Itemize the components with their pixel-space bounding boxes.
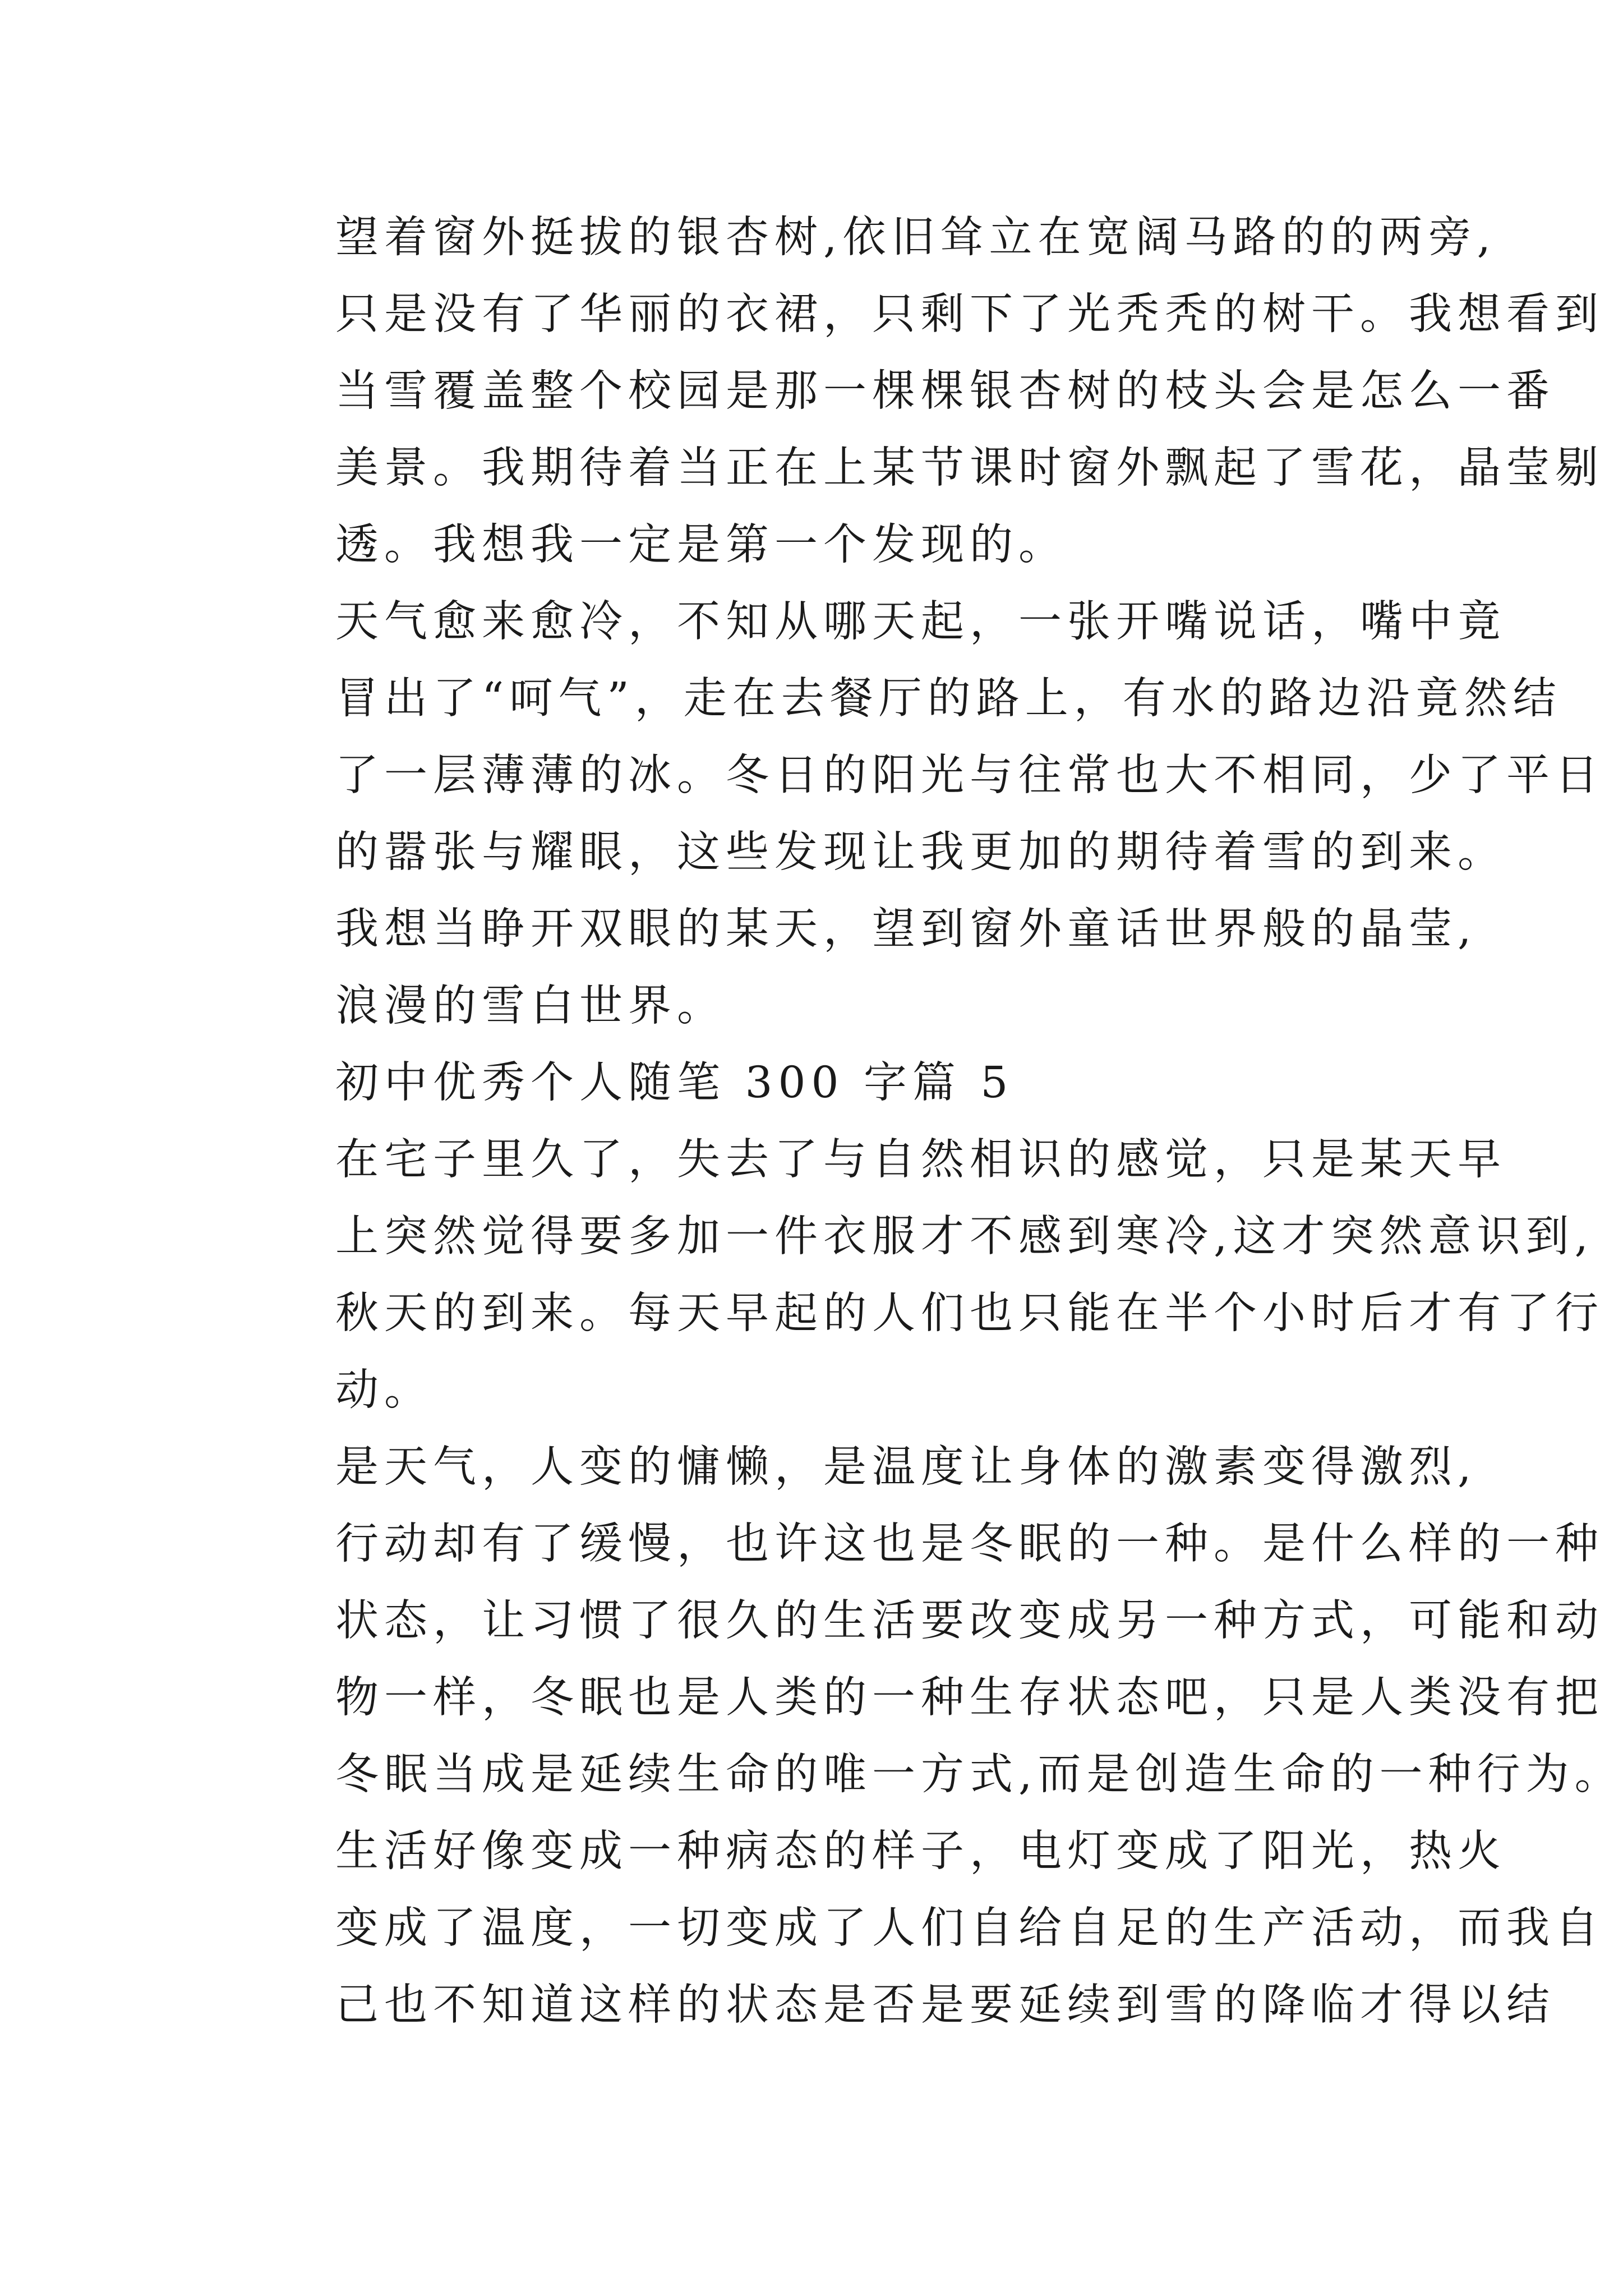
- text-line: 在宅子里久了，失去了与自然相识的感觉，只是某天早: [335, 1135, 1506, 1185]
- paragraph: [248, 1429, 1623, 1813]
- text-line: 是天气，人变的慵懒，是温度让身体的激素变得激烈,: [335, 1442, 1477, 1492]
- text-line: 的嚣张与耀眼，这些发现让我更加的期待着雪的到来。: [335, 827, 1506, 877]
- paragraph: [248, 891, 1477, 1045]
- text-line: 状态，让习惯了很久的生活要改变成另一种方式，可能和动: [335, 1596, 1604, 1646]
- text-line: 变成了温度，一切变成了人们自给自足的生产活动，而我自: [335, 1903, 1604, 1953]
- text-line: 美景。我期待着当正在上某节课时窗外飘起了雪花，晶莹剔: [335, 443, 1604, 493]
- text-line: 当雪覆盖整个校园是那一棵棵银杏树的枝头会是怎么一番: [335, 366, 1555, 416]
- text-line: 冒出了“呵气”，走在去餐厅的路上，有水的路边沿竟然结: [335, 674, 1562, 724]
- text-line: 冬眠当成是延续生命的唯一方式,而是创造生命的一种行为。: [335, 1750, 1623, 1800]
- paragraph: [248, 1813, 1604, 2044]
- document-body: [248, 199, 1623, 2044]
- text-line: 动。: [335, 1365, 433, 1415]
- text-line: 初中优秀个人随笔 300 字篇 5: [335, 1058, 1014, 1108]
- text-line: 透。我想我一定是第一个发现的。: [335, 520, 1067, 570]
- text-line: 天气愈来愈冷，不知从哪天起，一张开嘴说话，嘴中竟: [335, 597, 1506, 647]
- text-line: 浪漫的雪白世界。: [335, 981, 726, 1031]
- text-line: 望着窗外挺拔的银杏树,依旧耸立在宽阔马路的的两旁,: [335, 213, 1496, 263]
- text-line: 了一层薄薄的冰。冬日的阳光与往常也大不相同，少了平日: [335, 751, 1604, 800]
- text-line: 物一样，冬眠也是人类的一种生存状态吧，只是人类没有把: [335, 1673, 1604, 1723]
- paragraph: [248, 199, 1604, 583]
- paragraph: [248, 583, 1604, 891]
- paragraph: [248, 1121, 1604, 1429]
- section-heading: [248, 1045, 1381, 1121]
- text-line: 只是没有了华丽的衣裙，只剩下了光秃秃的树干。我想看到: [335, 289, 1604, 339]
- text-line: 上突然觉得要多加一件衣服才不感到寒冷,这才突然意识到,: [335, 1212, 1594, 1262]
- text-line: 行动却有了缓慢，也许这也是冬眠的一种。是什么样的一种: [335, 1519, 1604, 1569]
- text-line: 己也不知道这样的状态是否是要延续到雪的降临才得以结: [335, 1980, 1555, 2030]
- text-line: 秋天的到来。每天早起的人们也只能在半个小时后才有了行: [335, 1289, 1604, 1338]
- text-line: 生活好像变成一种病态的样子，电灯变成了阳光，热火: [335, 1826, 1506, 1876]
- text-line: 我想当睁开双眼的某天，望到窗外童话世界般的晶莹,: [335, 904, 1477, 954]
